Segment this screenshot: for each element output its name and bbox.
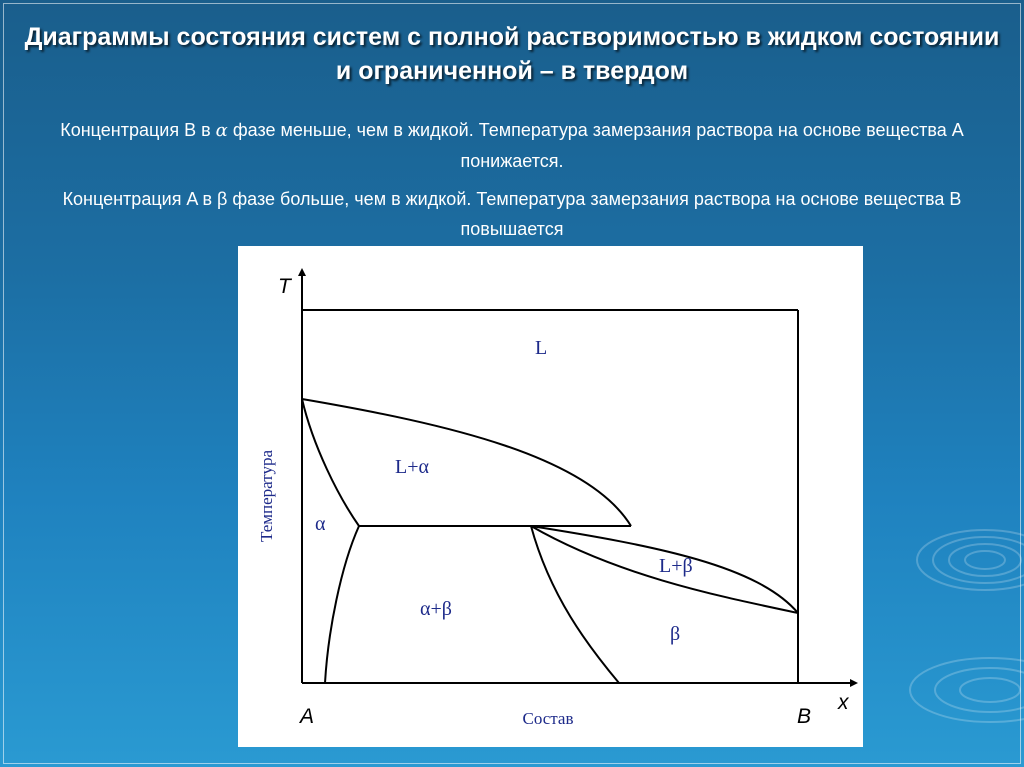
- paragraph-alpha-text-end: фазе меньше, чем в жидкой. Температура замерзания раствора на основе вещества A понижается.: [227, 120, 964, 171]
- x-axis-symbol: x: [838, 691, 849, 714]
- solvus-beta-curve: [531, 526, 619, 683]
- region-label-liquid: L: [535, 337, 548, 359]
- y-axis-symbol: T: [278, 275, 291, 298]
- alpha-symbol: α: [215, 120, 228, 141]
- phase-diagram-panel: [238, 246, 863, 747]
- solvus-alpha-curve: [325, 526, 359, 683]
- paragraph-alpha-phase: [30, 115, 994, 176]
- region-label-liquid-beta: L+β: [659, 555, 693, 577]
- paragraph-alpha-text-start: Концентрация B в: [60, 120, 216, 140]
- paragraph-beta-phase: Концентрация A в β фазе больше, чем в жидкой. Температура замерзания раствора на основе вещества B повышается: [62, 189, 962, 239]
- component-a-label: A: [300, 705, 315, 728]
- region-label-beta: β: [670, 623, 681, 645]
- liquidus-curve-a: [302, 399, 631, 526]
- region-label-liquid-alpha: L+α: [395, 456, 429, 478]
- y-axis-title: Температура: [257, 449, 276, 543]
- solidus-curve-a: [302, 399, 359, 526]
- component-b-label: B: [797, 705, 812, 728]
- phase-diagram: [238, 246, 863, 747]
- x-axis-title: Состав: [522, 709, 574, 728]
- region-label-alpha-beta: α+β: [420, 598, 452, 620]
- slide-title: Диаграммы состояния систем с полной растворимостью в жидком состоянии и ограниченной – в твердом: [24, 23, 1000, 85]
- region-label-alpha: α: [315, 513, 326, 535]
